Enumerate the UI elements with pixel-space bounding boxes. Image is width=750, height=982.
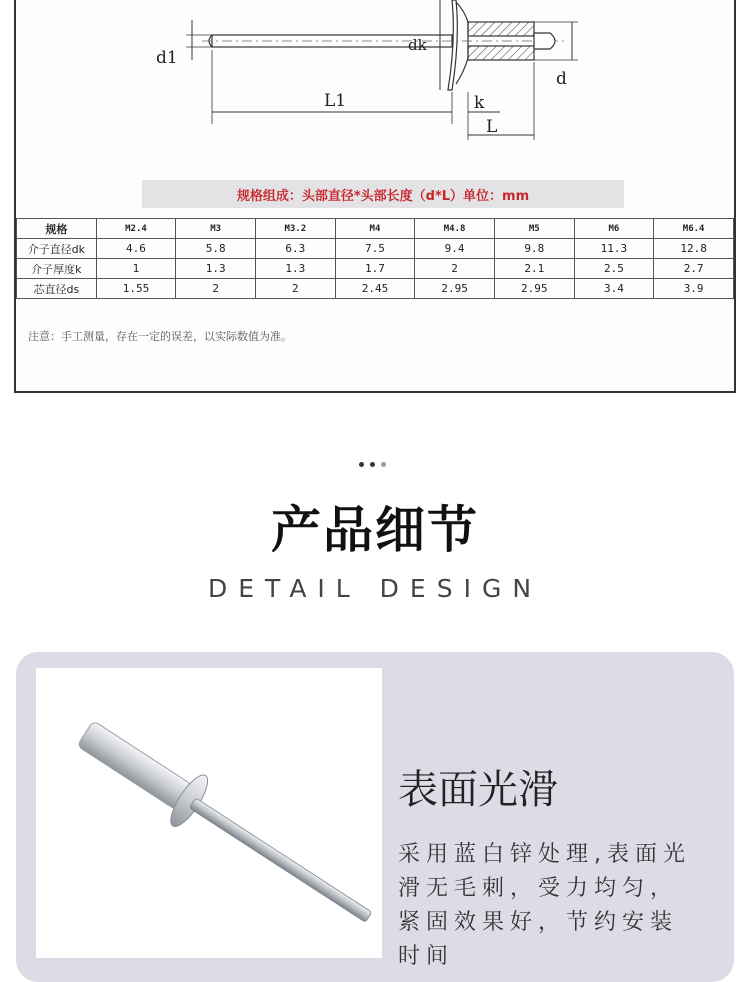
spec-header-cell: M3 <box>176 219 256 239</box>
spec-header-cell: M3.2 <box>255 219 335 239</box>
table-cell: 3.4 <box>574 279 654 299</box>
table-cell: 2.45 <box>335 279 415 299</box>
spec-header-cell: M5 <box>494 219 574 239</box>
table-cell: 9.8 <box>494 239 574 259</box>
table-cell: 5.8 <box>176 239 256 259</box>
rivet-flange-curve <box>456 2 468 84</box>
table-cell: 1.7 <box>335 259 415 279</box>
label-l1: L1 <box>324 91 347 111</box>
dot-icon <box>381 462 386 467</box>
table-cell: 2 <box>255 279 335 299</box>
spec-card <box>14 0 736 393</box>
table-row <box>17 259 734 279</box>
dot-icon <box>359 462 364 467</box>
dot-icon <box>370 462 375 467</box>
label-d: d <box>556 69 567 89</box>
table-cell: 2.95 <box>494 279 574 299</box>
table-cell: 2 <box>415 259 495 279</box>
spec-header-cell: M6.4 <box>654 219 734 239</box>
section-title: 产品细节 <box>271 501 479 559</box>
table-cell: 1 <box>96 259 176 279</box>
table-cell: 2.7 <box>654 259 734 279</box>
rivet-body <box>468 22 534 36</box>
table-cell: 1.3 <box>255 259 335 279</box>
rivet-dimension-diagram <box>16 0 734 176</box>
table-cell: 2 <box>176 279 256 299</box>
table-cell: 4.6 <box>96 239 176 259</box>
label-l: L <box>486 117 498 137</box>
rivet-product-image <box>36 668 382 958</box>
table-cell: 9.4 <box>415 239 495 259</box>
spec-header-cell: 规格 <box>17 219 97 239</box>
section-dots <box>359 462 386 467</box>
row-label: 介子厚度k <box>17 259 97 279</box>
feature-body: 采用蓝白锌处理,表面光滑无毛刺，受力均匀，紧固效果好，节约安装时间 <box>398 842 691 969</box>
rivet-mandrel <box>189 798 372 922</box>
label-dk: dk <box>408 36 427 54</box>
feature-heading: 表面光滑 <box>398 767 558 813</box>
table-cell: 2.1 <box>494 259 574 279</box>
table-cell: 1.3 <box>176 259 256 279</box>
spec-table-header-row <box>17 219 734 239</box>
spec-table <box>16 218 734 299</box>
row-label: 芯直径ds <box>17 279 97 299</box>
label-d1: d1 <box>156 48 178 68</box>
spec-caption: 规格组成：头部直径*头部长度（d*L）单位：mm <box>142 180 624 208</box>
rivet-body-bottom <box>468 46 534 60</box>
section-subtitle: DETAIL DESIGN <box>207 574 543 603</box>
table-cell: 3.9 <box>654 279 734 299</box>
spec-header-cell: M4 <box>335 219 415 239</box>
table-row <box>17 239 734 259</box>
table-cell: 12.8 <box>654 239 734 259</box>
table-cell: 7.5 <box>335 239 415 259</box>
rivet-flange-head <box>448 0 457 90</box>
table-cell: 11.3 <box>574 239 654 259</box>
rivet-body <box>77 721 192 810</box>
rivet-mandrel-head <box>534 33 555 49</box>
measurement-note: 注意：手工测量，存在一定的误差，以实际数值为准。 <box>28 330 292 343</box>
table-row <box>17 279 734 299</box>
rivet-photo-illustration <box>36 668 382 958</box>
spec-header-cell: M6 <box>574 219 654 239</box>
spec-header-cell: M2.4 <box>96 219 176 239</box>
table-cell: 2.95 <box>415 279 495 299</box>
table-cell: 1.55 <box>96 279 176 299</box>
row-label: 介子直径dk <box>17 239 97 259</box>
label-k: k <box>474 93 485 113</box>
spec-header-cell: M4.8 <box>415 219 495 239</box>
table-cell: 6.3 <box>255 239 335 259</box>
table-cell: 2.5 <box>574 259 654 279</box>
